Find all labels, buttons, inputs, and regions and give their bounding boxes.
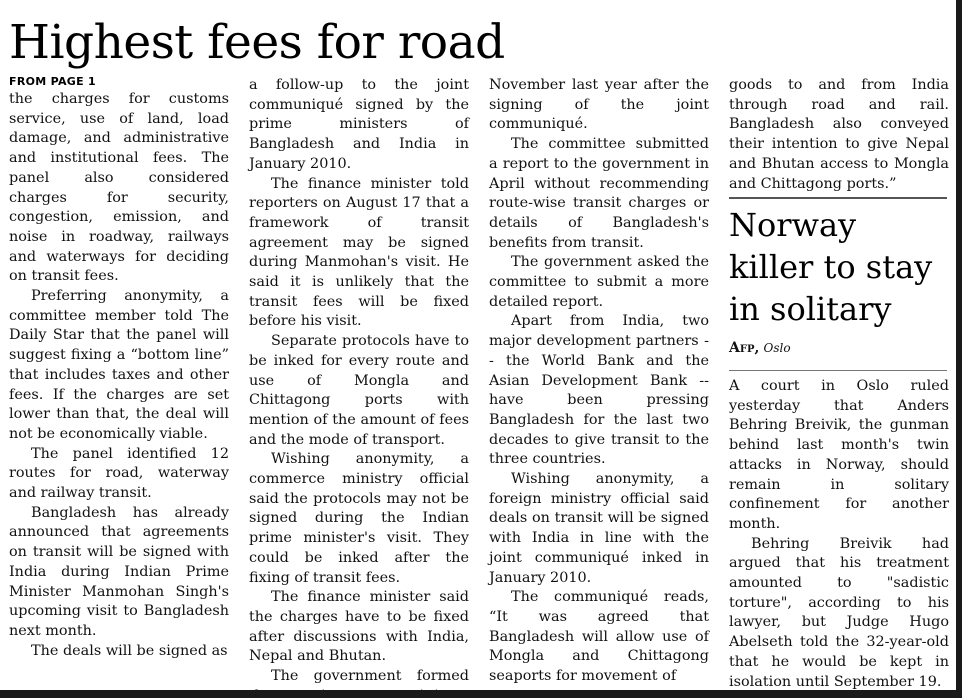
- paragraph: A court in Oslo ruled yesterday that Anders Behring Breivik, the gunman behind last month's twin attacks in Norway, should remain in solitary confinement for another month.: [729, 378, 949, 532]
- article-continuation: [729, 76, 949, 194]
- article-column-3: [489, 76, 709, 687]
- paragraph: The finance minister told reporters on August 17 that a framework of transit agreement may be signed during Manmohan's visit. He said it is unlikely that the transit fees will be fixed before his visit.: [249, 175, 469, 330]
- kicker-from-page-1: FROM PAGE 1: [9, 75, 97, 88]
- paragraph: Wishing anonymity, a foreign ministry official said deals on transit will be signed with India in line with the joint communiqué inked in January 2010.: [489, 471, 709, 586]
- paragraph: November last year after the signing of the joint communiqué.: [489, 77, 709, 133]
- paragraph: The finance minister said the charges have to be fixed after discussions with India, Nepal and Bhutan.: [249, 589, 469, 665]
- paragraph: The deals will be signed as: [31, 642, 228, 659]
- paragraph: a follow-up to the joint communiqué signed by the prime ministers of Bangladesh and India in January 2010.: [249, 77, 469, 172]
- paragraph: The panel identified 12 routes for road, waterway and railway transit.: [9, 445, 229, 502]
- story2-headline: Norway killer to stay in solitary: [729, 206, 933, 328]
- paragraph: Wishing anonymity, a commerce ministry official said the protocols may not be signed during the Indian prime minister's visit. They could be inked after the fixing of transit fees.: [249, 451, 469, 586]
- paragraph: The committee submitted a report to the government in April without recommending route-wise transit charges or details of Bangladesh's benefits from transit.: [489, 136, 709, 251]
- paragraph: The communiqué reads, “It was agreed that Bangladesh will allow use of Mongla and Chittagong seaports for movement of: [489, 589, 709, 685]
- article-column-2: [249, 76, 469, 698]
- page-edge-right: [956, 0, 962, 698]
- byline-divider: [729, 370, 947, 371]
- paragraph: Behring Breivik had argued that his treatment amounted to "sadistic torture", according to his lawyer, but Judge Hugo Abelseth told the 32-year-old that he would be kept in isolation until September 19.: [729, 535, 949, 690]
- story2-body: [729, 377, 949, 692]
- paragraph: Apart from India, two major development partners -- the World Bank and the Asian Development Bank -- have been pressing Bangladesh for the last two decades to give transit to the three countries.: [489, 313, 709, 468]
- paragraph: The government formed: [271, 668, 469, 685]
- main-headline: Highest fees for road: [9, 15, 505, 70]
- article-column-1: [9, 90, 229, 661]
- byline-place: Oslo: [763, 341, 791, 355]
- story-divider: [729, 197, 947, 199]
- byline-agency: Afp,: [729, 340, 760, 356]
- paragraph: goods to and from India through road and rail. Bangladesh also conveyed their intention to give Nepal and Bhutan access to Mongla and Chittagong ports.”: [729, 77, 949, 192]
- paragraph: Preferring anonymity, a committee member told The Daily Star that the panel will suggest fixing a “bottom line” that includes taxes and other fees. If the charges are set lower than that, the deal will not be economically viable.: [9, 288, 229, 442]
- story2-byline: [729, 340, 791, 356]
- paragraph: The government asked the committee to submit a more detailed report.: [489, 254, 709, 310]
- page-edge-bottom: [0, 690, 962, 698]
- paragraph: Separate protocols have to be inked for every route and use of Mongla and Chittagong ports with mention of the amount of fees and the mode of transport.: [249, 333, 469, 448]
- paragraph: Bangladesh has already announced that agreements on transit will be signed with India during Indian Prime Minister Manmohan Singh's upcoming visit to Bangladesh next month.: [9, 504, 229, 639]
- paragraph: the charges for customs service, use of land, load damage, and administrative and institutional fees. The panel also considered charges for security, congestion, emission, and noise in roadway, railways and waterways for deciding on transit fees.: [9, 91, 229, 285]
